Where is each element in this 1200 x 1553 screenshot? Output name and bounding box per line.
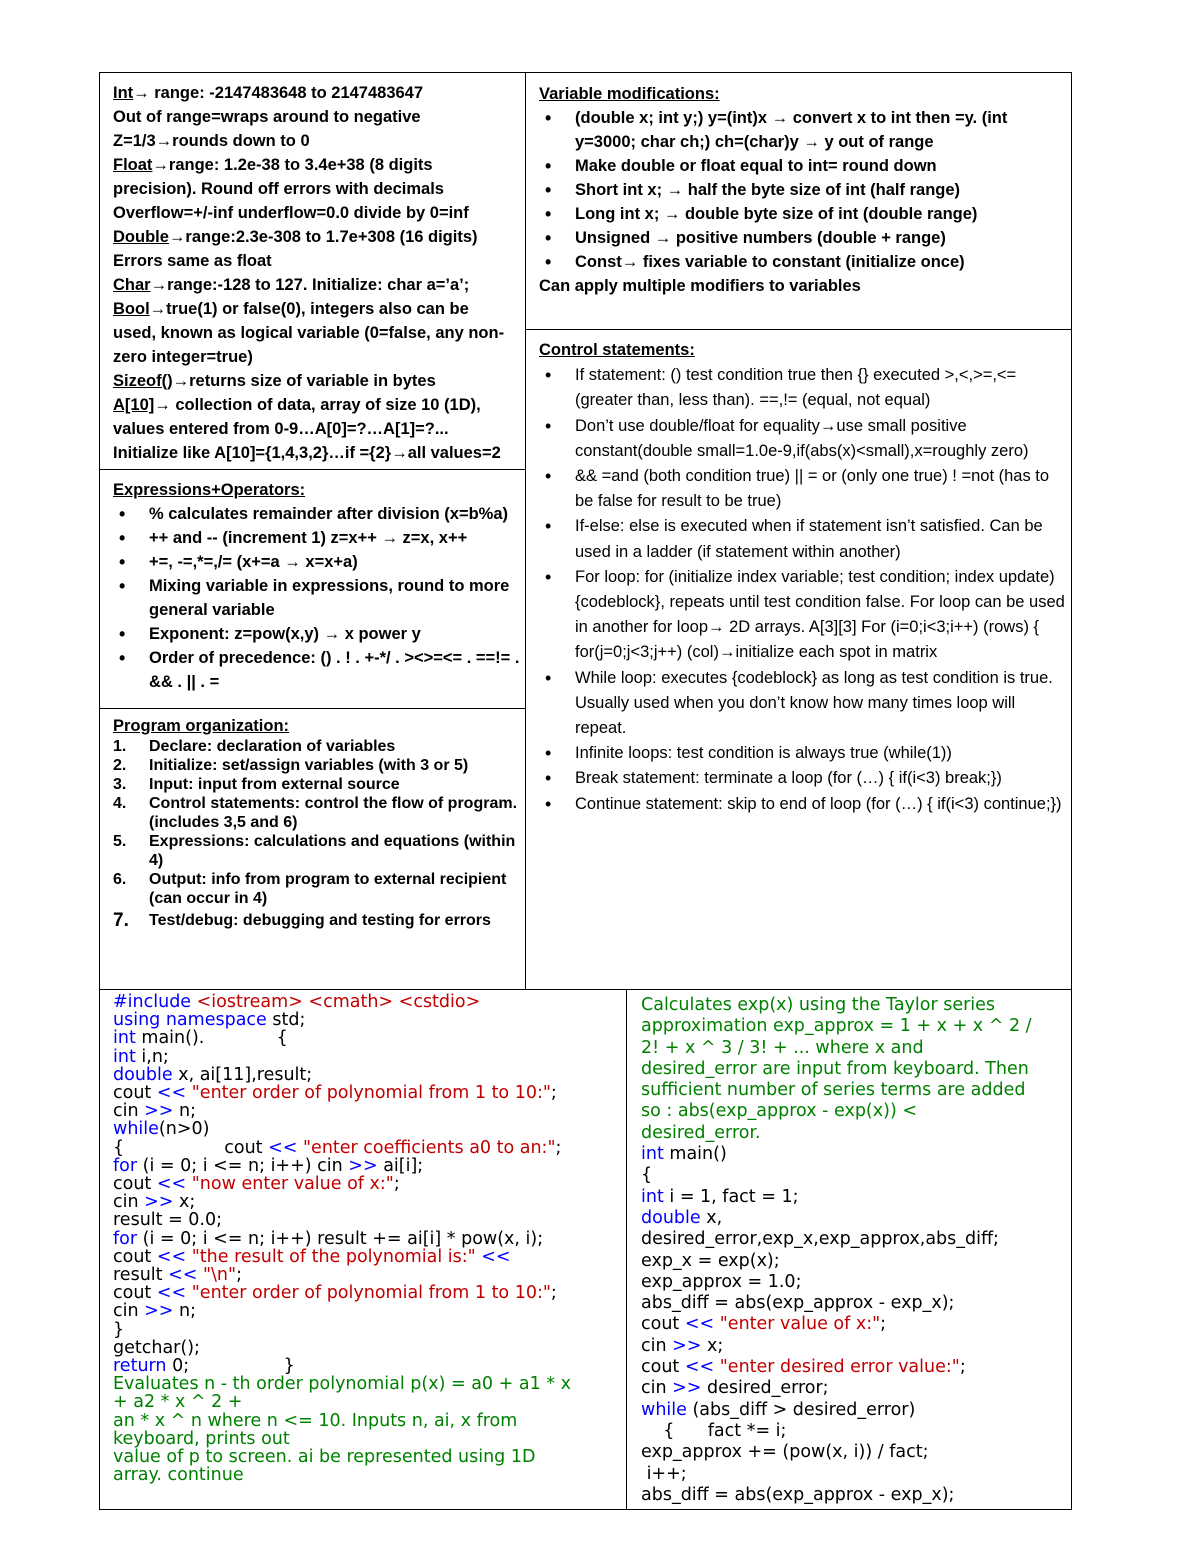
type-name: Int: [113, 84, 134, 102]
program-step-number: 3.: [113, 776, 127, 793]
type-desc: Out of range=wraps around to negative: [113, 108, 421, 126]
variable-modifications-list: [539, 106, 1065, 274]
expressions-title: Expressions+Operators:: [113, 481, 306, 499]
control-statements-title: Control statements:: [539, 341, 695, 359]
code-token: cout: [113, 1283, 157, 1304]
code-line: [641, 1272, 1069, 1293]
code-token: exp_approx = 1.0;: [641, 1271, 802, 1292]
control-statement-item: • Infinite loops: test condition is always true (while(1)): [539, 741, 1065, 766]
control-statement-item: • While loop: executes {codeblock} as long as test condition is true. Usually used when you don’t know how many times loop will repeat.: [539, 666, 1065, 742]
program-organization-box: [99, 708, 526, 990]
code-token: >>: [144, 1301, 180, 1322]
code-token: >>: [672, 1378, 708, 1399]
code-token: cin: [641, 1335, 673, 1356]
program-step-number: 7.: [113, 910, 129, 931]
type-desc: → range: -2147483648 to 2147483647: [133, 84, 424, 102]
type-desc: Errors same as float: [113, 252, 272, 270]
types-line: [113, 129, 521, 153]
code-token: cout: [113, 1083, 157, 1104]
polynomial-code-box: [99, 989, 627, 1510]
code-token: an * x ^ n where n <= 10. Inputs n, ai, x from: [113, 1410, 518, 1431]
code-line: [641, 1314, 1069, 1335]
types-line: [113, 297, 521, 321]
control-statement-item: • If statement: () test condition true then {} executed >,<,>=,<= (greater than, less than). ==,!= (equal, not equal): [539, 363, 1065, 413]
types-line: [113, 417, 521, 441]
variable-modifications-title: Variable modifications:: [539, 85, 720, 103]
type-desc: zero integer=true): [113, 348, 253, 366]
code-token: "enter order of polynomial from 1 to 10:": [191, 1083, 551, 1104]
code-line: [113, 1248, 624, 1266]
code-token: desired_error;: [707, 1378, 829, 1399]
code-line: [113, 1029, 624, 1047]
code-token: { fact *= i;: [641, 1420, 787, 1441]
type-name: A[10]: [113, 396, 155, 414]
code-token: int: [641, 1186, 670, 1207]
expressions-list: [113, 502, 521, 694]
code-token: cout: [113, 1174, 157, 1195]
code-token: main(): [669, 1144, 727, 1165]
types-box: [99, 72, 526, 470]
code-line: [641, 1400, 1069, 1421]
code-line: [113, 1084, 624, 1102]
code-token: ;: [880, 1314, 887, 1335]
program-step: [113, 737, 521, 756]
code-token: result = 0.0;: [113, 1210, 223, 1231]
type-name: Char: [113, 276, 151, 294]
polynomial-code: [113, 993, 624, 1484]
code-line: [641, 1357, 1069, 1378]
program-step-text: Output: info from program to external recipient (can occur in 4): [149, 871, 507, 907]
types-line: [113, 345, 521, 369]
code-token: int: [113, 1028, 142, 1049]
code-token: <<: [156, 1083, 192, 1104]
types-line: [113, 249, 521, 273]
code-token: while: [641, 1399, 693, 1420]
control-statement-item: • For loop: for (initialize index variable; test condition; index update) {codeblock}, repeats until test condition false. For loop can be used in another for loop→ 2D arrays. A[3][3] For (i=0;i<3;i++) (rows) { for(j=0;j<3;j++) (col)→initialize each spot in matrix: [539, 565, 1065, 666]
code-token: "enter coefficients a0 to an:": [303, 1137, 556, 1158]
type-desc: Initialize like A[10]={1,4,3,2}…if ={2}→all values=2: [113, 444, 501, 462]
type-desc: values entered from 0-9…A[0]=?…A[1]=?...: [113, 420, 449, 438]
code-token: ;: [393, 1174, 400, 1195]
code-line: [113, 1048, 624, 1066]
code-token: main(). {: [141, 1028, 288, 1049]
program-step-text: Declare: declaration of variables: [149, 738, 396, 755]
type-desc: Overflow=+/-inf underflow=0.0 divide by 0=inf: [113, 204, 469, 222]
code-token: "\n": [202, 1265, 237, 1286]
code-token: abs_diff = abs(exp_approx - exp_x);: [641, 1484, 955, 1505]
code-token: ai[i];: [383, 1155, 424, 1176]
code-line: [113, 1466, 624, 1484]
code-token: exp_x = exp(x);: [641, 1250, 780, 1271]
code-token: (abs_diff > desired_error): [692, 1399, 916, 1420]
type-name: Bool: [113, 300, 150, 318]
code-token: for: [113, 1228, 143, 1249]
code-line: [113, 1157, 624, 1175]
code-line: [113, 1430, 624, 1448]
code-token: (i = 0; i <= n; i++) cin: [142, 1155, 349, 1176]
code-token: cin: [113, 1101, 145, 1122]
program-step-number: 5.: [113, 833, 127, 850]
code-token: (i = 0; i <= n; i++) result += ai[i] * pow(x, i);: [142, 1228, 544, 1249]
types-line: [113, 369, 521, 393]
types-line: [113, 177, 521, 201]
code-token: <<: [156, 1174, 192, 1195]
type-desc: →range:2.3e-308 to 1.7e+308 (16 digits): [168, 228, 478, 246]
types-line: [113, 105, 521, 129]
code-line: [641, 1123, 1069, 1144]
program-step: [113, 794, 521, 832]
expression-item: • +=, -=,*=,/= (x+=a → x=x+a): [113, 550, 521, 574]
code-token: array. continue: [113, 1465, 244, 1486]
code-token: double: [113, 1064, 179, 1085]
code-line: [641, 1442, 1069, 1463]
program-step-number: 6.: [113, 871, 127, 888]
code-token: <<: [156, 1246, 192, 1267]
program-step-number: 2.: [113, 757, 127, 774]
code-token: + a2 * x ^ 2 +: [113, 1392, 243, 1413]
code-token: sufficient number of series terms are added: [641, 1080, 1026, 1101]
code-line: [641, 1229, 1069, 1250]
type-name: Float: [113, 156, 153, 174]
code-line: [113, 1357, 624, 1375]
types-line: [113, 273, 521, 297]
expression-item: • Order of precedence: () . ! . +-*/ . ><>=<= . ==!= . && . || . =: [113, 646, 521, 694]
code-line: [113, 1011, 624, 1029]
variable-modifications-box: [525, 72, 1072, 330]
program-step: [113, 832, 521, 870]
program-step-text: Test/debug: debugging and testing for errors: [149, 912, 491, 929]
control-statement-item: • Continue statement: skip to end of loop (for (…) { if(i<3) continue;}): [539, 792, 1065, 817]
variable-modification-item: • Const→ fixes variable to constant (initialize once): [539, 250, 1065, 274]
code-token: "the result of the polynomial is:": [191, 1246, 482, 1267]
variable-modification-item: • Short int x; → half the byte size of int (half range): [539, 178, 1065, 202]
code-token: {: [641, 1165, 653, 1186]
code-token: std;: [272, 1010, 306, 1031]
code-line: [641, 1378, 1069, 1399]
code-line: [113, 1266, 624, 1284]
code-token: "now enter value of x:": [191, 1174, 394, 1195]
control-statement-item: • Don’t use double/float for equality→use small positive constant(double small=1.0e-9,if(abs(x)<small),x=roughly zero): [539, 414, 1065, 464]
code-token: approximation exp_approx = 1 + x + x ^ 2 /: [641, 1016, 1032, 1037]
code-token: exp_approx += (pow(x, i)) / fact;: [641, 1442, 929, 1463]
expression-item: • ++ and -- (increment 1) z=x++ → z=x, x++: [113, 526, 521, 550]
code-line: [113, 1412, 624, 1430]
code-token: Calculates exp(x) using the Taylor series: [641, 995, 996, 1015]
code-line: [113, 1211, 624, 1229]
code-token: (n>0): [158, 1119, 210, 1140]
types-line: [113, 81, 521, 105]
code-token: int: [641, 1144, 670, 1165]
code-line: [641, 1165, 1069, 1186]
expressions-box: [99, 469, 526, 709]
program-organization-list: [113, 737, 521, 930]
code-token: x;: [707, 1335, 724, 1356]
code-line: [113, 1339, 624, 1357]
code-line: [641, 1464, 1069, 1485]
code-token: return: [113, 1356, 173, 1377]
code-token: n;: [179, 1101, 197, 1122]
code-line: [113, 1175, 624, 1193]
code-line: [113, 1321, 624, 1339]
code-token: so : abs(exp_approx - exp(x)) <: [641, 1101, 918, 1122]
code-token: cout: [641, 1314, 685, 1335]
code-token: >>: [348, 1155, 384, 1176]
program-step-text: Initialize: set/assign variables (with 3 or 5): [149, 757, 469, 774]
code-token: value of p to screen. ai be represented using 1D: [113, 1447, 536, 1468]
code-token: >>: [672, 1335, 708, 1356]
program-step: [113, 870, 521, 908]
code-token: int: [113, 1046, 142, 1067]
code-token: ;: [236, 1265, 242, 1286]
code-token: 2! + x ^ 3 / 3! + ... where x and: [641, 1037, 924, 1058]
variable-modification-item: • Make double or float equal to int= round down: [539, 154, 1065, 178]
code-token: Evaluates n - th order polynomial p(x) = a0 + a1 * x: [113, 1374, 571, 1395]
code-token: <<: [268, 1137, 303, 1158]
control-statements-list: [539, 363, 1065, 817]
program-organization-title: Program organization:: [113, 717, 290, 735]
program-step-number: 1.: [113, 738, 127, 755]
code-token: <<: [684, 1357, 720, 1378]
expression-item: • Mixing variable in expressions, round to more general variable: [113, 574, 521, 622]
code-token: { cout: [113, 1137, 269, 1158]
types-line: [113, 153, 521, 177]
code-token: ;: [555, 1137, 562, 1158]
code-token: getchar();: [113, 1337, 200, 1358]
code-token: i,n;: [141, 1046, 169, 1067]
code-token: desired_error are input from keyboard. Then: [641, 1058, 1029, 1079]
types-line: [113, 441, 521, 465]
type-desc: →range: 1.2e-38 to 3.4e+38 (8 digits: [152, 156, 433, 174]
code-line: [113, 1193, 624, 1211]
code-line: [641, 1251, 1069, 1272]
code-token: "enter value of x:": [719, 1314, 881, 1335]
program-step: [113, 911, 521, 930]
code-line: [641, 1038, 1069, 1059]
code-line: [641, 1101, 1069, 1122]
code-token: x;: [179, 1192, 196, 1213]
type-desc: →range:-128 to 127. Initialize: char a=’a’;: [150, 276, 470, 294]
variable-modifications-footer: Can apply multiple modifiers to variables: [539, 277, 861, 295]
variable-modification-item: • Unsigned → positive numbers (double + range): [539, 226, 1065, 250]
code-token: <<: [684, 1314, 720, 1335]
code-line: [113, 1139, 624, 1157]
code-token: n;: [179, 1301, 197, 1322]
program-step: [113, 756, 521, 775]
code-token: >>: [144, 1101, 180, 1122]
code-token: ;: [550, 1283, 557, 1304]
code-line: [113, 1230, 624, 1248]
program-step-text: Control statements: control the flow of program. (includes 3,5 and 6): [149, 795, 518, 831]
program-step-text: Input: input from external source: [149, 776, 400, 793]
expression-item: • % calculates remainder after division (x=b%a): [113, 502, 521, 526]
code-token: desired_error,exp_x,exp_approx,abs_diff;: [641, 1229, 999, 1250]
code-line: [641, 1080, 1069, 1101]
code-token: ;: [550, 1083, 557, 1104]
code-token: x,: [706, 1207, 723, 1228]
code-token: cin: [113, 1301, 145, 1322]
type-name: Sizeof(): [113, 372, 173, 390]
code-line: [641, 1293, 1069, 1314]
code-token: >>: [144, 1192, 180, 1213]
code-token: }: [113, 1319, 125, 1340]
code-token: for: [113, 1155, 143, 1176]
taylor-code: [641, 995, 1069, 1506]
code-token: double: [641, 1207, 707, 1228]
expression-item: • Exponent: z=pow(x,y) → x power y: [113, 622, 521, 646]
code-line: [113, 993, 624, 1011]
control-statement-item: • Break statement: terminate a loop (for (…) { if(i<3) break;}): [539, 766, 1065, 791]
types-line: [113, 225, 521, 249]
code-token: <<: [481, 1246, 511, 1267]
code-token: keyboard, prints out: [113, 1428, 290, 1449]
types-line: [113, 393, 521, 417]
code-line: [113, 1375, 624, 1393]
code-line: [641, 1208, 1069, 1229]
code-line: [641, 1059, 1069, 1080]
types-line: [113, 201, 521, 225]
code-token: i++;: [641, 1463, 687, 1484]
code-token: abs_diff = abs(exp_approx - exp_x);: [641, 1293, 955, 1314]
variable-modification-item: • Long int x; → double byte size of int (double range): [539, 202, 1065, 226]
code-line: [113, 1284, 624, 1302]
code-token: x, ai[11],result;: [178, 1064, 313, 1085]
code-line: [641, 1187, 1069, 1208]
code-token: i = 1, fact = 1;: [669, 1186, 799, 1207]
code-token: #include: [113, 992, 197, 1012]
program-step: [113, 775, 521, 794]
type-desc: used, known as logical variable (0=false, any non-: [113, 324, 505, 342]
code-token: ;: [959, 1357, 966, 1378]
code-token: <<: [168, 1265, 203, 1286]
type-desc: Z=1/3→rounds down to 0: [113, 132, 310, 150]
type-desc: precision). Round off errors with decimals: [113, 180, 444, 198]
code-line: [641, 1016, 1069, 1037]
code-token: <iostream> <cmath> <cstdio>: [196, 992, 481, 1012]
types-line: [113, 321, 521, 345]
program-step-text: Expressions: calculations and equations (within 4): [149, 833, 516, 869]
control-statements-box: [525, 329, 1072, 990]
code-token: using namespace: [113, 1010, 273, 1031]
code-token: cout: [641, 1357, 685, 1378]
code-token: desired_error.: [641, 1122, 761, 1143]
program-step-number: 4.: [113, 795, 127, 812]
code-token: cout: [113, 1246, 157, 1267]
code-token: "enter order of polynomial from 1 to 10:": [191, 1283, 551, 1304]
code-token: "enter desired error value:": [719, 1357, 960, 1378]
control-statement-item: • If-else: else is executed when if statement isn’t satisfied. Can be used in a ladder (if statement within another): [539, 514, 1065, 564]
code-line: [641, 1144, 1069, 1165]
code-token: result: [113, 1265, 169, 1286]
code-token: cin: [641, 1378, 673, 1399]
type-desc: →returns size of variable in bytes: [172, 372, 436, 390]
code-token: 0; }: [172, 1356, 295, 1377]
types-lines: [113, 81, 521, 465]
variable-modification-item: • (double x; int y;) y=(int)x → convert x to int then =y. (int y=3000; char ch;) ch=(char)y → y out of range: [539, 106, 1065, 154]
type-desc: →true(1) or false(0), integers also can be: [149, 300, 469, 318]
type-desc: → collection of data, array of size 10 (1D),: [154, 396, 481, 414]
code-line: [113, 1393, 624, 1411]
code-token: cin: [113, 1192, 145, 1213]
taylor-code-box: [626, 989, 1072, 1510]
type-name: Double: [113, 228, 169, 246]
control-statement-item: • && =and (both condition true) || = or (only one true) ! =not (has to be false for result to be true): [539, 464, 1065, 514]
code-line: [113, 1102, 624, 1120]
code-token: <<: [156, 1283, 192, 1304]
code-line: [641, 995, 1069, 1016]
code-line: [113, 1302, 624, 1320]
code-line: [641, 1485, 1069, 1506]
code-line: [641, 1421, 1069, 1442]
code-line: [641, 1336, 1069, 1357]
code-line: [113, 1066, 624, 1084]
code-line: [113, 1120, 624, 1138]
code-line: [113, 1448, 624, 1466]
code-token: while: [113, 1119, 159, 1140]
